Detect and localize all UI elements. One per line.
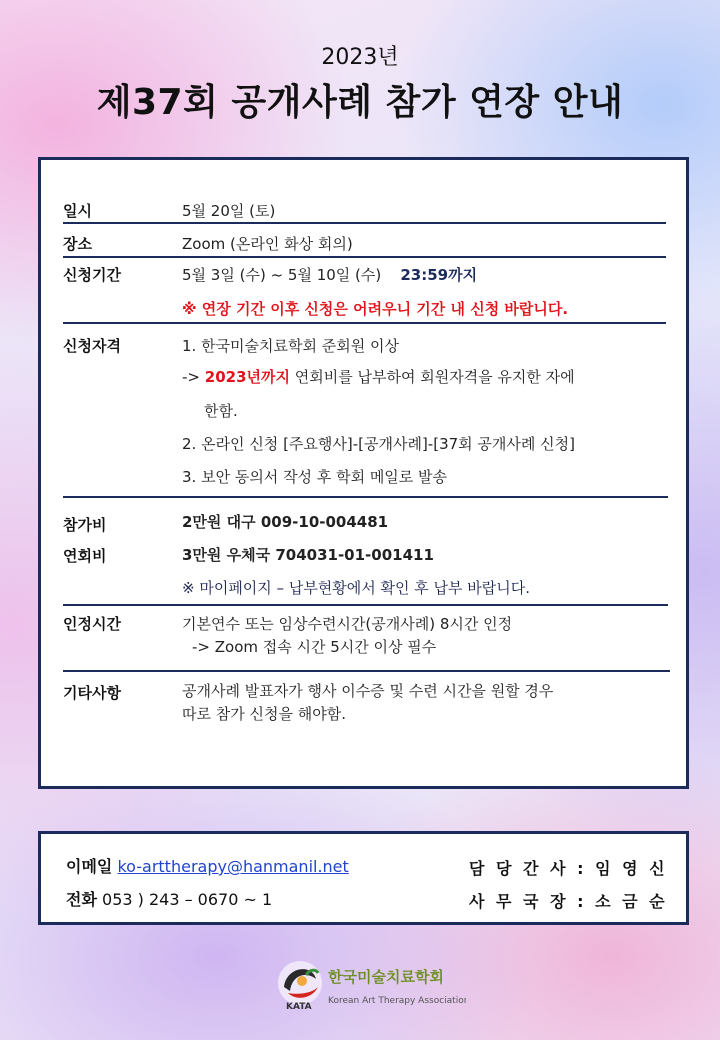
divider (63, 670, 670, 672)
period-label: 신청기간 (63, 266, 121, 284)
period-deadline: 23:59까지 (400, 266, 478, 284)
period-range: 5월 3일 (수) ~ 5월 10일 (수) (182, 266, 382, 284)
logo-abbr: KATA (286, 1002, 312, 1012)
logo-name-ko: 한국미술치료학회 (328, 968, 444, 986)
qualification-rest: 연회비를 납부하여 회원자격을 유지한 자에 (289, 368, 575, 386)
year-heading: 2023년 (321, 45, 399, 70)
logo-name-en: Korean Art Therapy Association (328, 996, 466, 1006)
divider (63, 322, 666, 324)
credit-value: 기본연수 또는 임상수련시간(공개사례) 8시간 인정 (182, 615, 513, 633)
fee-note: ※ 마이페이지 – 납부현황에서 확인 후 납부 바랍니다. (182, 579, 531, 597)
qualification-note (182, 366, 575, 387)
divider (63, 222, 666, 224)
kata-logo (276, 957, 466, 1017)
contact-panel (38, 831, 689, 925)
qualification-1: 1. 한국미술치료학회 준회원 이상 (182, 337, 399, 355)
arrow: -> (182, 368, 200, 386)
date-value: 5월 20일 (토) (182, 202, 276, 220)
secretary-info: 사 무 국 장 : 소 금 순 (469, 892, 668, 911)
phone-row (66, 887, 272, 910)
date-label: 일시 (63, 202, 92, 220)
divider (63, 496, 668, 498)
qualification-year: 2023년까지 (204, 368, 290, 386)
qualification-3: 3. 보안 동의서 작성 후 학회 메일로 발송 (182, 468, 448, 486)
divider (63, 604, 668, 606)
place-value: Zoom (온라인 화상 회의) (182, 235, 353, 253)
divider (63, 256, 666, 258)
annual-fee-label: 연회비 (63, 547, 107, 565)
period-warning: ※ 연장 기간 이후 신청은 어려우니 기간 내 신청 바랍니다. (182, 300, 569, 318)
info-panel (38, 157, 689, 789)
page-title: 제37회 공개사례 참가 연장 안내 (96, 82, 624, 123)
period-value (182, 264, 477, 285)
annual-fee-value: 3만원 우체국 704031-01-001411 (182, 546, 434, 564)
phone-label: 전화 (66, 890, 97, 909)
fee-value: 2만원 대구 009-10-004481 (182, 513, 389, 531)
email-label: 이메일 (66, 857, 113, 876)
phone-value: 053 ) 243 – 0670 ~ 1 (102, 890, 273, 909)
etc-value-2: 따로 참가 신청을 해야함. (182, 705, 346, 723)
etc-value-1: 공개사례 발표자가 행사 이수증 및 수련 시간을 원할 경우 (182, 682, 554, 700)
qualification-label: 신청자격 (63, 337, 121, 355)
qualification-note-cont: 한함. (204, 402, 238, 420)
etc-label: 기타사항 (63, 684, 121, 702)
credit-note: -> Zoom 접속 시간 5시간 이상 필수 (192, 638, 437, 656)
fee-label: 참가비 (63, 516, 107, 534)
email-link[interactable]: ko-arttherapy@hanmanil.net (117, 857, 349, 876)
qualification-2: 2. 온라인 신청 [주요행사]-[공개사례]-[37회 공개사례 신청] (182, 435, 575, 453)
manager-info: 담 당 간 사 : 임 영 신 (469, 859, 668, 878)
credit-label: 인정시간 (63, 615, 121, 633)
place-label: 장소 (63, 235, 92, 253)
kata-emblem-icon (276, 957, 466, 1017)
email-row (66, 854, 349, 877)
